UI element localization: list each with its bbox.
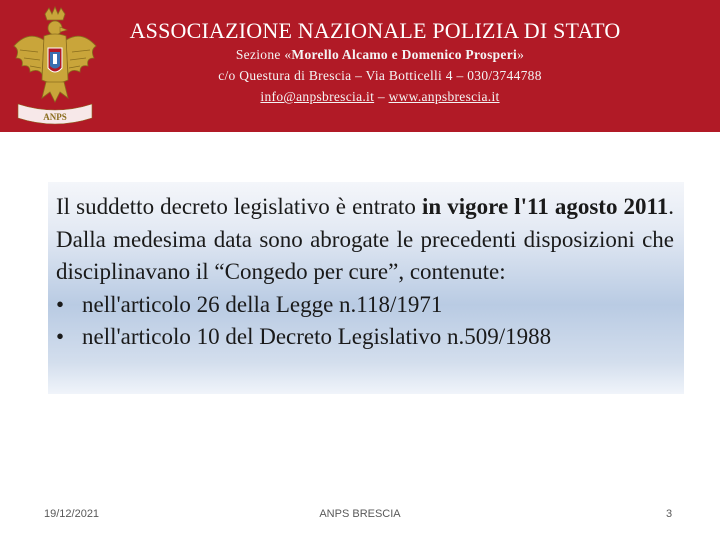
content-box: [48, 182, 684, 394]
footer-date: 19/12/2021: [44, 508, 100, 520]
footer-organization: ANPS BRESCIA: [319, 508, 401, 520]
paragraph-bold-date: in vigore l'11 agosto 2011: [422, 194, 669, 219]
list-item-text: nell'articolo 26 della Legge n.118/1971: [82, 291, 443, 317]
header-banner: [0, 0, 720, 132]
paragraph-text-1: Il suddetto decreto legislativo è entrato: [56, 194, 423, 219]
email-link[interactable]: info@anpsbrescia.it: [260, 89, 375, 104]
decree-paragraph: [56, 191, 674, 289]
section-suffix: »: [517, 47, 525, 62]
anps-eagle-emblem-icon: [8, 6, 102, 130]
list-item-text: nell'articolo 10 del Decreto Legislativo n.509/1988: [82, 324, 552, 349]
paragraph-text-2: . Dalla medesima data sono abrogate le precedenti disposizioni che disciplinavano il “Congedo per cure”, contenute:: [56, 194, 674, 284]
address-line: c/o Questura di Brescia – Via Botticelli 4 – 030/3744788: [218, 68, 542, 83]
section-prefix: Sezione «: [235, 47, 292, 62]
list-item: [56, 289, 674, 322]
contact-links: [120, 89, 640, 105]
section-name: Morello Alcamo e Domenico Prosperi: [291, 47, 518, 62]
footer-page-number: 3: [666, 508, 673, 520]
abrogated-articles-list: [56, 289, 674, 354]
links-separator: –: [374, 89, 389, 104]
bullet-icon: •: [56, 324, 65, 349]
bullet-icon: •: [56, 291, 65, 317]
list-item: [56, 321, 674, 354]
section-line: [120, 47, 640, 63]
organization-title: ASSOCIAZIONE NAZIONALE POLIZIA DI STATO: [129, 18, 621, 43]
website-link[interactable]: www.anpsbrescia.it: [388, 89, 500, 104]
logo-banner-text: ANPS: [43, 112, 67, 122]
